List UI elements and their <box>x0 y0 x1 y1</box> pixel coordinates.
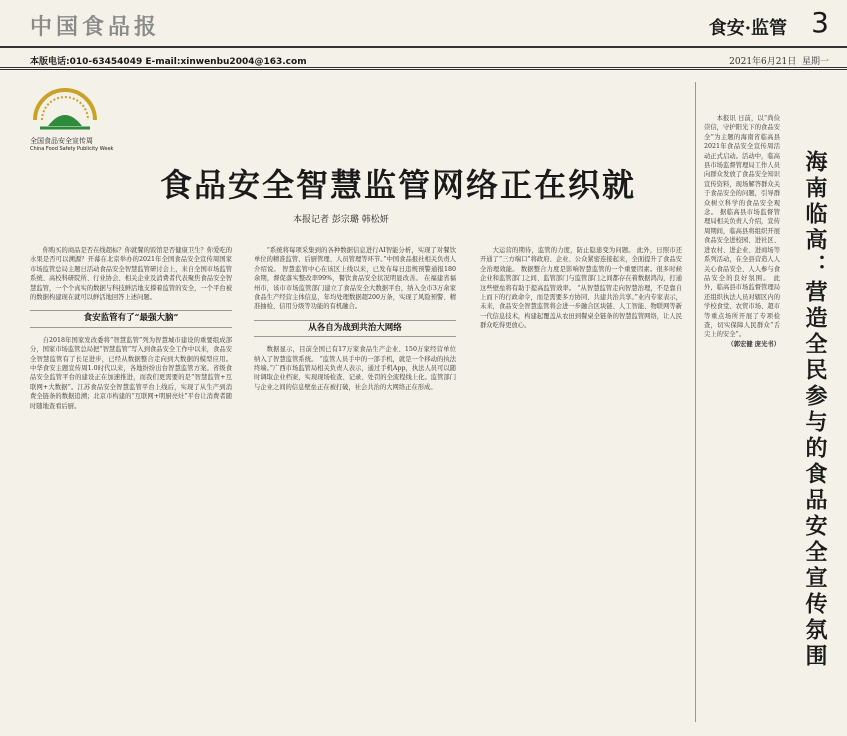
intro-paragraph: 你购买的商品是否在线超标？你就餐的饭馆是否健康卫生？你爱吃的水果是否可以溯源？开幕在北京举办的2021年全国食品安全宣传周国家市场监管总局主题日活动食品安全智慧监管研讨会上，来自全国市场监管系统、高校科研院所、行业协会、相关企业及消费者代表聚焦食品安全智慧监管，一个个真实的数据与科技鲜活地支撑着监管的安全，一个平台被的数据构建现在就可以鲜活地回答上述问题。 <box>30 247 232 302</box>
sun-leaf-icon <box>30 82 100 132</box>
paper-name: 中国食品报 <box>30 14 161 40</box>
body-paragraph: “系统将每项采集到的各种数据信息进行AI智能分析，实现了对餐饮单位的精准监管、后厨管理、人员管理等环节。”中国食品报社相关负责人介绍说。 智慧监管中心在该区上线以来，已发布每日违规预警通报180余期，督促落实整改率99%，餐饮食品安全状况明显改善。 在福建省福州市，该市市场监管部门建立了食品安全大数据平台，纳入全市3万余家食品生产经营主体信息，年均处理数据超200万条，实现了风险预警、精准抽检、信用分级等功能的有机融合。 <box>254 247 456 311</box>
side-article <box>704 114 780 726</box>
logo-text-en: China Food Safety Publicity Week <box>30 146 114 152</box>
dateline <box>729 54 829 67</box>
side-credit: （郭宏健 庞光书） <box>727 340 780 348</box>
side-body: 本报讯 日前，以“尚俭崇信，守护阳光下的食品安全”为主题的海南省临高县2021年食品安全宣传周活动正式启动。活动中，临高县市场监督管理局工作人员向群众发放了食品安全知识宣传资料，现场解答群众关于食品安全的问题，引导群众树立科学的食品安全观念。 据临高县市场监督管理局相关负责人介绍，宣传周期间，临高县将组织开展食品安全进校园、进社区、进农村、进企业、进商场等系列活动，在全县营造人人关心食品安全、人人参与食品安全的良好氛围。 此外，临高县市场监督管理局还组织执法人员对辖区内的学校食堂、农贸市场、超市等重点场所开展了专项检查，切实保障人民群众“舌尖上的安全”。 <box>704 115 780 339</box>
column-divider <box>695 82 696 722</box>
subhead-bar <box>0 48 847 70</box>
page-number: 3 <box>811 6 829 39</box>
publicity-week-logo <box>30 82 130 164</box>
contact-info: 本版电话:010-63454049 E-mail:xinwenbu2004@163.com <box>30 57 307 67</box>
masthead <box>0 0 847 48</box>
body-paragraph: 数据显示，目前全国已有17万家食品生产企业、150万家经营单位纳入了智慧监管系统。 “监管人员手中的一部手机，就是一个移动的执法终端。”广西市场监管局相关负责人表示，通过手机App，执法人员可以随时调取企业档案，实现现场检查、记录、处罚的全流程线上化。监管部门与企业之间的信息壁垒正在被打破，社会共治的大网络正在形成。 <box>254 346 456 391</box>
logo-text-cn: 全国食品安全宣传周 <box>30 137 93 145</box>
date: 2021年6月21日 <box>729 57 797 67</box>
section-subtitle-1: 食安监管有了“最强大脑” <box>30 310 232 327</box>
article-column-3 <box>480 246 682 726</box>
article-byline: 本报记者 彭宗璐 韩松妍 <box>293 215 389 225</box>
article-column-1 <box>30 246 232 726</box>
article-column-2 <box>254 246 456 726</box>
body-paragraph: 大运营的期待，监管的力度，防止隐患变为问题。 此外，日照市还开通了“三方端口”将政府、企业、公众紧密连接起来，全面提升了食品安全治理效能。 数据整合力度是影响智慧监管的一个重要因素。很多时候企业和监管部门之间、监管部门与监管部门之间都存在着数据鸿沟，打通这些壁垒将有助于提高监管效率。 “从智慧监管走向智慧治理，不是靠自上而下的行政命令，而是需要多方协同、共建共治共享。”业内专家表示，未来，食品安全智慧监管将会进一步融合区块链、人工智能、物联网等新一代信息技术，构建起覆盖从农田到餐桌全链条的智慧监管网络，让人民群众吃得更放心。 <box>480 247 682 330</box>
article-headline: 食品安全智慧监管网络正在织就 <box>160 166 637 204</box>
weekday: 星期一 <box>801 57 829 67</box>
body-paragraph: 自2018年国家发改委将“智慧监管”列为智慧城市建设的重要组成部分，国家市场监管总局把“智慧监管”写入到食品安全工作中以来，食品安全智慧监管有了长足进步，已经从数据整合走向到大数据的模型应用。 中华食安主题宣传周1.0时代以来，各地纷纷出台智慧监管方案。省级食品安全监管平台的建设正在加速推进，而我们更需要的是“智慧监管+互联网+大数据”。江苏食品安全智慧监管平台上线后，实现了从生产到消费全链条的数据追溯；北京市构建的“互联网+明厨亮灶”平台让消费者随时随地查看后厨。 <box>30 336 232 410</box>
side-vertical-title: 海南临高：营造全民参与的食品安全宣传氛围 <box>802 150 827 670</box>
section-title: 食安·监管 <box>708 18 787 39</box>
section-subtitle-2: 从各自为战到共治大网络 <box>254 320 456 337</box>
